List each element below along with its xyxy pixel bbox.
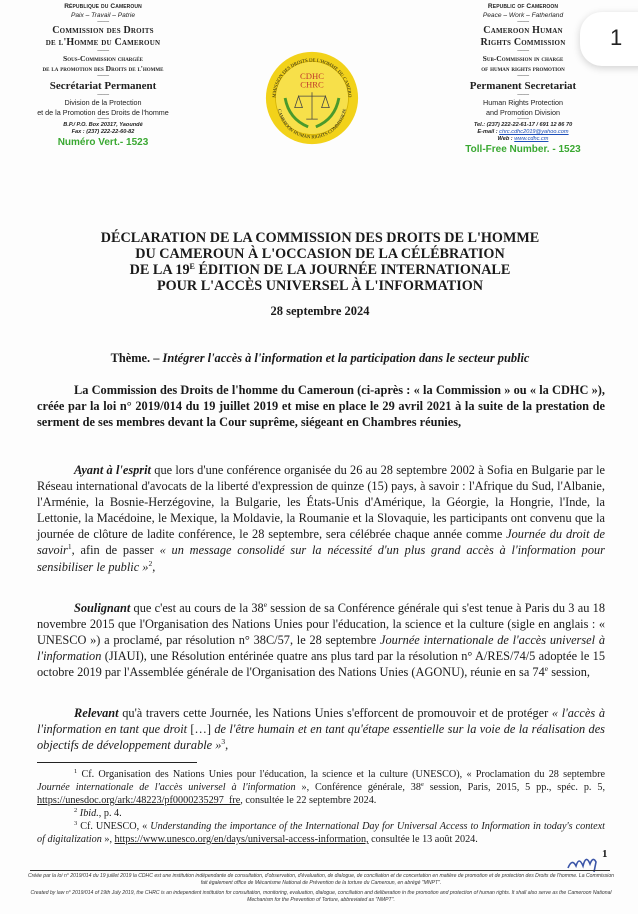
email-line [448, 129, 598, 136]
commission-name-en-2: Rights Commission [480, 37, 566, 48]
separator: ---------- [517, 73, 529, 79]
unesco-days-link[interactable]: https://www.unesco.org/en/days/universal-access-information, [114, 834, 369, 845]
commission-name-en-1: Cameroon Human [483, 25, 563, 36]
division-fr-1: Division de la Protection [64, 98, 142, 107]
page-badge-number: 1 [610, 25, 623, 50]
footnotes [37, 768, 605, 846]
paragraph-relevant: Relevant qu'à travers cette Journée, les Nations Unies s'efforcent de promouvoir et de protéger « l'accès à l'information en tant que droit […] de l'être humain et en tant qu'étape essentielle sur la voie de la réalisation des objectifs de développement durable »$^3$, [37, 706, 605, 753]
logo-abbr-fr: CDHC [300, 70, 324, 81]
separator: ---------- [517, 48, 529, 54]
commission-name-fr-2: de l'Homme du Cameroun [45, 37, 161, 48]
footnote-ref-3[interactable]: 3 [221, 737, 226, 747]
division-fr-2: et de la Promotion des Droits de l'homme [37, 107, 169, 117]
paragraph-preamble: La Commission des Droits de l'homme du Cameroun (ci-après : « la Commission » ou « la CDHC »), créée par la loi n° 2019/014 du 19 juillet 2019 et mise en place le 29 avril 2021 à la suite de la prestation de serment de ses membres devant la Cour suprême, siégeant en Chambres réunies, [37, 383, 605, 430]
motto-en: Peace – Work – Fatherland [482, 12, 564, 19]
separator: ---------- [97, 116, 109, 122]
bottom-rule [30, 870, 610, 871]
letterhead-french [14, 3, 192, 149]
secretariat-en: Permanent Secretariat [469, 80, 577, 92]
footnote-1: $^1$ Cf. Organisation des Nations Unies pour l'éducation, la science et la culture (UNESCO), « Proclamation du 28 septembre Journée internationale de l'accès universel à l'information », Conférence générale, 38e session, Paris, 2015, 5 pp., spéc. p. 5, https://unesdoc.org/ark:/48223/pf0000235297_fre, consultée le 22 septembre 2024. [37, 768, 605, 806]
legal-notice-fr: Créée par la loi n° 2019/014 du 19 juillet 2019 la CDHC est une institution indépendante de consultation, d'observation, d'évaluation, de dialogue, de conciliation et de concertation en matière de promotion et de protection des Droits de l'homme. La Commission fait également office de Mécanisme National de Prévention de la torture du Cameroun, en abrégé "MNPT". [27, 873, 614, 886]
declaration-date: 28 septembre 2024 [270, 304, 370, 318]
title-line-3: DE LA $19^E$ ÉDITION DE LA JOURNÉE INTERNATIONALE [129, 262, 511, 278]
page-number: 1 [602, 848, 608, 860]
web-label: Web : [497, 136, 515, 142]
subcommission-en-1: Sub-Commission in charge [482, 54, 564, 63]
division-en-2: and Promotion Division [486, 107, 560, 117]
subcommission-fr-1: Sous-Commission chargée [63, 54, 143, 63]
logo-top-text: MMISSION DES DROITS DE L'HOMME DU CAMERO [272, 58, 352, 98]
separator: ---------- [517, 92, 529, 98]
subcommission-en-2: of human rights promotion [481, 64, 565, 73]
separator: ---------- [517, 19, 529, 25]
logo-bottom-text: CAMEROON HUMAN RIGHTS COMMISSION [275, 108, 349, 141]
separator: ---------- [517, 116, 529, 122]
fax: Fax : (237) 222-22-60-82 [71, 129, 135, 135]
footnote-3: $^3$ Cf. UNESCO, « Understanding the importance of the International Day for Universal Access to Information in today's context of digitalization », https://www.unesco.org/en/days/universal-access-information, consultée le 13 août 2024. [37, 820, 606, 845]
unesdoc-link[interactable]: https://unesdoc.org/ark:/48223/pf0000235297_fre [37, 795, 241, 806]
separator: ---------- [97, 48, 109, 54]
footnote-ref-2[interactable]: 2 [148, 558, 153, 568]
declaration-title [60, 230, 580, 294]
hotline-fr: Numéro Vert.- 1523 [57, 137, 149, 148]
country-name-en: Republic of Cameroon [487, 3, 559, 10]
website-link[interactable]: www.cdhc.cm [514, 136, 549, 142]
footnote-separator [37, 762, 197, 763]
title-line-4: POUR L'ACCÈS UNIVERSEL À L'INFORMATION [156, 278, 484, 294]
theme-label: Thème. – [110, 351, 163, 365]
separator: ---------- [97, 19, 109, 25]
telephone: Tel.: (237) 222-22-61-17 / 691 12 86 70 [473, 122, 573, 128]
theme-text: Intégrer l'accès à l'information et la participation dans le secteur public [162, 351, 530, 365]
country-name-fr: République du Cameroun [64, 3, 142, 10]
paragraph-soulignant: Soulignant que c'est au cours de la 38e session de sa Conférence générale qui s'est tenue à Paris du 3 au 18 novembre 2015 que l'Organisation des Nations Unies pour l'éducation, la science et la culture (sigle en anglais : « UNESCO ») a proclamé, par résolution n° 38C/57, le 28 septembre Journée internationale de l'accès universel à l'information (JIAUI), une Résolution entérinée quatre ans plus tard par la résolution n° A/RES/74/5 adoptée le 15 octobre 2019 par l'Assemblée générale de l'Organisation des Nations Unies (AGONU), réunie en sa 74e session, [37, 600, 605, 680]
po-box: B.P./ P.O. Box 20317, Yaoundé [63, 122, 143, 128]
web-line [448, 136, 598, 143]
paragraph-ayant-a-l-esprit: Ayant à l'esprit que lors d'une conférence organisée du 26 au 28 septembre 2002 à Sofia en Bulgarie par le Réseau international d'avocats de la liberté d'expression de quinze (15) pays, à savoir : l'Afrique du Sud, l'Albanie, l'Arménie, la Bosnie-Herzégovine, la Bulgarie, les États-Unis d'Amérique, la Géorgie, la Hongrie, l'Inde, la Lettonie, la Macédoine, le Mexique, la Moldavie, la Roumanie et la Slovaquie, les participants ont convenu que la journée de clôture de ladite conférence, le 28 septembre, sera célébrée chaque année comme Journée du droit de savoir$^1$, afin de passer « un message consolidé sur la nécessité d'un plus grand accès à l'information pour sensibiliser le public »$^2$, [37, 463, 605, 574]
commission-name-fr-1: Commission des Droits [52, 25, 154, 36]
cdhc-logo [264, 50, 360, 146]
footnote-ref-1[interactable]: 1 [67, 542, 72, 552]
legal-notice-en: Created by law n° 2019/014 of 19th July 2019, the CHRC is an independent institution for consultation, monitoring, evaluation, dialogue, conciliation and deliberation in the promotion and protection of human rights. It shall also serve as the Cameroon National Mechanism for the Prevention of Torture, abbreviated as "NMPT". [30, 890, 612, 903]
separator: ---------- [97, 73, 109, 79]
email-link[interactable]: chrc.cdhc2019@yahoo.com [499, 129, 569, 135]
separator: ---------- [97, 92, 109, 98]
subcommission-fr-2: de la promotion des Droits de l'homme [42, 64, 164, 73]
division-en-1: Human Rights Protection [483, 98, 563, 107]
footnote-2: $^2$ Ibid., p. 4. [74, 807, 122, 819]
title-line-2: DU CAMEROUN À L'OCCASION DE LA CÉLÉBRATION [135, 246, 505, 262]
letterhead-english [448, 3, 598, 156]
hotline-en: Toll-Free Number. - 1523 [465, 144, 581, 155]
title-line-1: DÉCLARATION DE LA COMMISSION DES DROITS DE L'HOMME [100, 230, 540, 246]
secretariat-fr: Secrétariat Permanent [49, 80, 157, 92]
motto-fr: Paix – Travail – Patrie [70, 12, 135, 19]
email-label: E-mail : [477, 129, 500, 135]
theme-line [40, 351, 600, 366]
logo-abbr-en: CHRC [300, 79, 324, 90]
